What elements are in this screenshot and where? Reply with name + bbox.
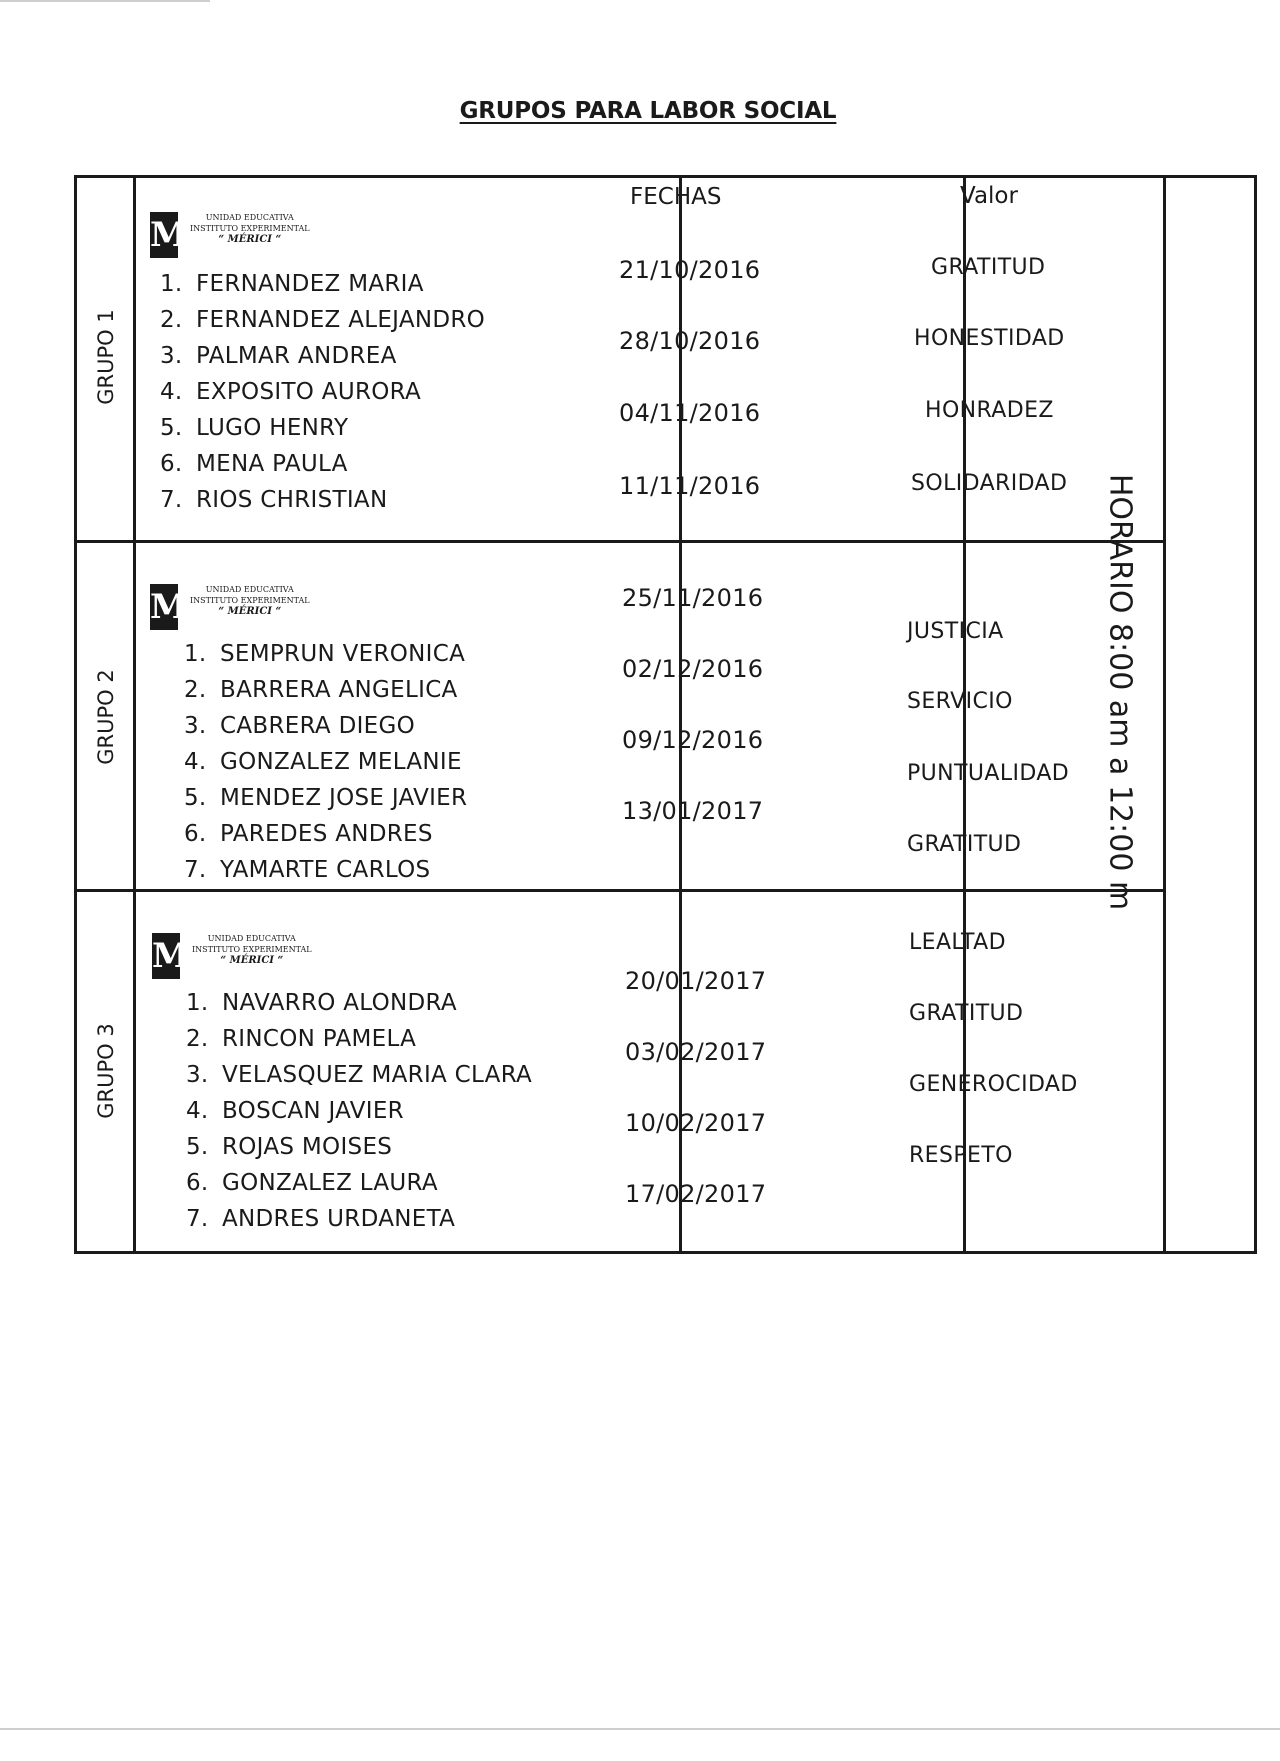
value-item: GENEROCIDAD: [909, 1072, 1078, 1097]
group-2-label: GRUPO 2: [94, 669, 118, 765]
fechas-header: FECHAS: [630, 184, 722, 210]
member-list-item: 3. CABRERA DIEGO: [184, 713, 416, 739]
member-list-item: 1. SEMPRUN VERONICA: [184, 641, 466, 667]
member-list-item: 7. YAMARTE CARLOS: [184, 857, 431, 883]
value-item: PUNTUALIDAD: [907, 761, 1070, 786]
scan-edge-top: [0, 0, 210, 2]
member-list-item: 7. RIOS CHRISTIAN: [160, 487, 388, 513]
value-item: SERVICIO: [907, 689, 1013, 714]
value-item: SOLIDARIDAD: [911, 471, 1068, 496]
logo-line-2: INSTITUTO EXPERIMENTAL: [190, 596, 310, 605]
member-list-item: 4. GONZALEZ MELANIE: [184, 749, 462, 775]
logo-line-2: INSTITUTO EXPERIMENTAL: [192, 945, 312, 954]
logo-line-3: “ MÉRICI “: [218, 606, 282, 617]
activity-date: 28/10/2016: [619, 327, 761, 355]
activity-date: 20/01/2017: [625, 967, 767, 995]
member-list-item: 7. ANDRES URDANETA: [186, 1206, 456, 1232]
scan-edge-bottom: [0, 1728, 1280, 1730]
school-logo-text: [190, 584, 310, 617]
logo-line-3: “ MÉRICI “: [220, 955, 284, 966]
logo-line-3: “ MÉRICI “: [218, 234, 282, 245]
member-list-item: 2. BARRERA ANGELICA: [184, 677, 458, 703]
logo-line-1: UNIDAD EDUCATIVA: [205, 585, 294, 594]
school-logo-icon: M: [150, 584, 178, 630]
value-item: GRATITUD: [907, 832, 1022, 857]
group-1-label: GRUPO 1: [94, 309, 118, 405]
member-list-item: 1. NAVARRO ALONDRA: [186, 990, 457, 1016]
member-list-item: 3. PALMAR ANDREA: [160, 343, 397, 369]
member-list-item: 6. GONZALEZ LAURA: [186, 1170, 438, 1196]
member-list-item: 4. BOSCAN JAVIER: [186, 1098, 404, 1124]
activity-date: 25/11/2016: [622, 584, 764, 612]
activity-date: 10/02/2017: [625, 1109, 767, 1137]
school-logo-text: [192, 933, 312, 966]
member-list-item: 5. LUGO HENRY: [160, 415, 349, 441]
member-list-item: 6. MENA PAULA: [160, 451, 348, 477]
activity-date: 04/11/2016: [619, 399, 761, 427]
value-item: GRATITUD: [909, 1001, 1024, 1026]
value-item: RESPETO: [909, 1143, 1013, 1168]
page-title: GRUPOS PARA LABOR SOCIAL: [459, 98, 837, 124]
member-list-item: 5. MENDEZ JOSE JAVIER: [184, 785, 468, 811]
activity-date: 03/02/2017: [625, 1038, 767, 1066]
activity-date: 09/12/2016: [622, 726, 764, 754]
member-list-item: 1. FERNANDEZ MARIA: [160, 271, 424, 297]
member-list-item: 3. VELASQUEZ MARIA CLARA: [186, 1062, 533, 1088]
value-item: LEALTAD: [909, 930, 1006, 955]
value-item: HONRADEZ: [925, 398, 1054, 423]
member-list-item: 5. ROJAS MOISES: [186, 1134, 393, 1160]
value-item: GRATITUD: [931, 255, 1046, 280]
group-3-label: GRUPO 3: [94, 1023, 118, 1119]
school-logo-text: [190, 212, 310, 245]
logo-line-1: UNIDAD EDUCATIVA: [207, 934, 296, 943]
horario-label: HORARIO 8:00 am a 12:00 m: [1102, 473, 1138, 911]
school-logo-icon: M: [152, 933, 180, 979]
member-list-item: 2. FERNANDEZ ALEJANDRO: [160, 307, 486, 333]
activity-date: 21/10/2016: [619, 256, 761, 284]
value-item: JUSTICIA: [907, 619, 1004, 644]
logo-line-1: UNIDAD EDUCATIVA: [205, 213, 294, 222]
member-list-item: 4. EXPOSITO AURORA: [160, 379, 422, 405]
activity-date: 02/12/2016: [622, 655, 764, 683]
activity-date: 11/11/2016: [619, 472, 761, 500]
horario-cell: [1163, 175, 1257, 1254]
member-list-item: 2. RINCON PAMELA: [186, 1026, 417, 1052]
member-list-item: 6. PAREDES ANDRES: [184, 821, 433, 847]
activity-date: 17/02/2017: [625, 1180, 767, 1208]
school-logo-icon: M: [150, 212, 178, 258]
value-item: HONESTIDAD: [914, 326, 1065, 351]
activity-date: 13/01/2017: [622, 797, 764, 825]
valor-header: Valor: [960, 183, 1018, 209]
logo-line-2: INSTITUTO EXPERIMENTAL: [190, 224, 310, 233]
